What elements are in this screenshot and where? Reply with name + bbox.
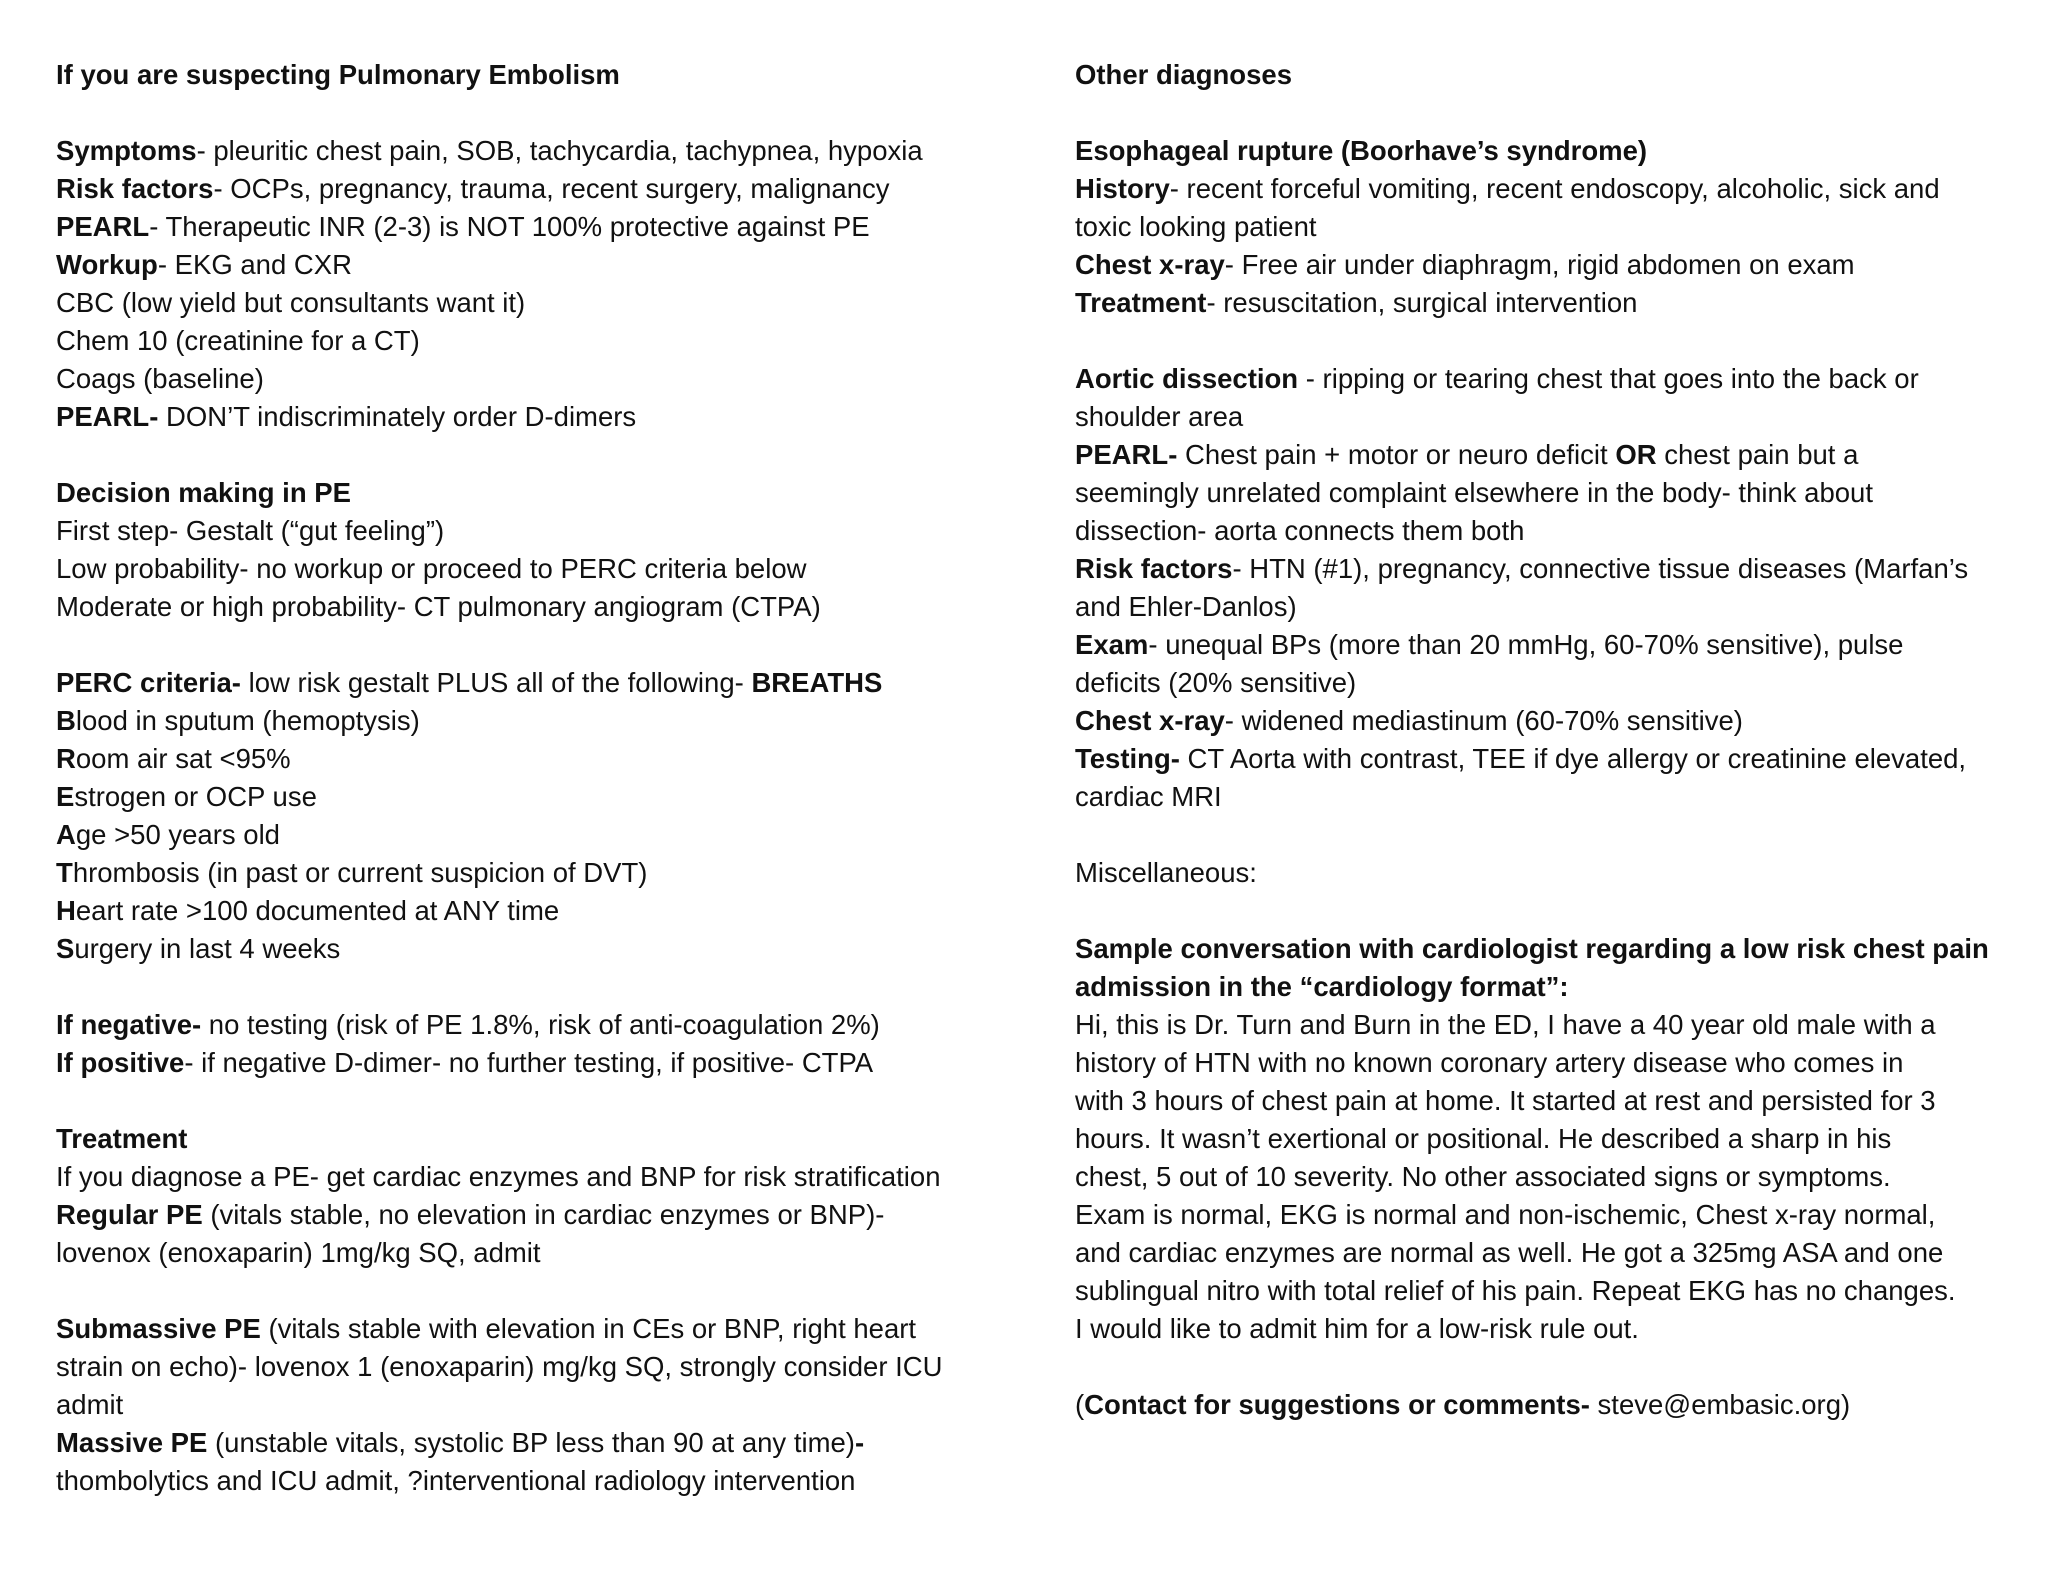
aortic-pearl-line-3: dissection- aorta connects them both (1075, 515, 1525, 546)
perc-item: Heart rate >100 documented at ANY time (56, 895, 560, 926)
aortic-risk-line-2: and Ehler-Danlos) (1075, 591, 1297, 622)
aortic-xray-line: Chest x-ray- widened mediastinum (60-70% sensitive) (1075, 705, 1743, 736)
sample-line: hours. It wasn’t exertional or positional. He described a sharp in his (1075, 1123, 1892, 1154)
treatment-title: Treatment (56, 1123, 188, 1154)
sample-title-line: Sample conversation with cardiologist regarding a low risk chest pain (1075, 933, 1989, 964)
pearl-ddimer-line: PEARL- DON’T indiscriminately order D-dimers (56, 401, 637, 432)
sample-line: Hi, this is Dr. Turn and Burn in the ED, I have a 40 year old male with a (1075, 1009, 1936, 1040)
workup-item: Coags (baseline) (56, 363, 264, 394)
perc-criteria-line: PERC criteria- low risk gestalt PLUS all of the following- BREATHS (56, 667, 883, 698)
sample-line: and cardiac enzymes are normal as well. He got a 325mg ASA and one (1075, 1237, 1944, 1268)
sample-line: with 3 hours of chest pain at home. It started at rest and persisted for 3 (1075, 1085, 1936, 1116)
aortic-exam-line: Exam- unequal BPs (more than 20 mmHg, 60-70% sensitive), pulse (1075, 629, 1904, 660)
regular-pe-line: Regular PE (vitals stable, no elevation in cardiac enzymes or BNP)- (56, 1199, 885, 1230)
contact-email: steve@embasic.org (1589, 1389, 1841, 1420)
sample-line: history of HTN with no known coronary artery disease who comes in (1075, 1047, 1904, 1078)
symptoms-line: Symptoms- pleuritic chest pain, SOB, tachycardia, tachypnea, hypoxia (56, 135, 923, 166)
aortic-testing-line-2: cardiac MRI (1075, 781, 1222, 812)
esophageal-title: Esophageal rupture (Boorhave’s syndrome) (1075, 135, 1648, 166)
other-diagnoses-title: Other diagnoses (1075, 59, 1292, 90)
esophageal-history-line: History- recent forceful vomiting, recent endoscopy, alcoholic, sick and (1075, 173, 1940, 204)
perc-item: Surgery in last 4 weeks (56, 933, 341, 964)
perc-item: Thrombosis (in past or current suspicion of DVT) (56, 857, 648, 888)
if-positive-line: If positive- if negative D-dimer- no further testing, if positive- CTPA (56, 1047, 874, 1078)
workup-item: Chem 10 (creatinine for a CT) (56, 325, 420, 356)
right-column (1075, 56, 2015, 1424)
sample-line: sublingual nitro with total relief of his pain. Repeat EKG has no changes. (1075, 1275, 1956, 1306)
submassive-pe-line-2: strain on echo)- lovenox 1 (enoxaparin) mg/kg SQ, strongly consider ICU (56, 1351, 943, 1382)
perc-item: Estrogen or OCP use (56, 781, 317, 812)
miscellaneous-heading: Miscellaneous: (1075, 857, 1257, 888)
contact-line: (Contact for suggestions or comments- steve@embasic.org) (1075, 1389, 1851, 1420)
pe-title: If you are suspecting Pulmonary Embolism (56, 59, 620, 90)
decision-item: Low probability- no workup or proceed to PERC criteria below (56, 553, 807, 584)
submassive-pe-line-3: admit (56, 1389, 124, 1420)
decision-item: First step- Gestalt (“gut feeling”) (56, 515, 445, 546)
perc-item: Age >50 years old (56, 819, 280, 850)
aortic-risk-line: Risk factors- HTN (#1), pregnancy, connective tissue diseases (Marfan’s (1075, 553, 1969, 584)
decision-item: Moderate or high probability- CT pulmonary angiogram (CTPA) (56, 591, 821, 622)
sample-line: Exam is normal, EKG is normal and non-ischemic, Chest x-ray normal, (1075, 1199, 1936, 1230)
sample-title-line-2: admission in the “cardiology format”: (1075, 971, 1569, 1002)
regular-pe-line-2: lovenox (enoxaparin) 1mg/kg SQ, admit (56, 1237, 541, 1268)
esophageal-treatment-line: Treatment- resuscitation, surgical intervention (1075, 287, 1638, 318)
perc-item: Room air sat <95% (56, 743, 291, 774)
risk-factors-line: Risk factors- OCPs, pregnancy, trauma, recent surgery, malignancy (56, 173, 890, 204)
pearl-inr-line: PEARL- Therapeutic INR (2-3) is NOT 100% protective against PE (56, 211, 870, 242)
treatment-line: If you diagnose a PE- get cardiac enzymes and BNP for risk stratification (56, 1161, 941, 1192)
massive-pe-line-2: thombolytics and ICU admit, ?interventional radiology intervention (56, 1465, 856, 1496)
workup-item: CBC (low yield but consultants want it) (56, 287, 526, 318)
decision-title: Decision making in PE (56, 477, 351, 508)
sample-line: I would like to admit him for a low-risk rule out. (1075, 1313, 1639, 1344)
submassive-pe-line: Submassive PE (vitals stable with elevation in CEs or BNP, right heart (56, 1313, 917, 1344)
esophageal-history-line-2: toxic looking patient (1075, 211, 1317, 242)
aortic-pearl-line: PEARL- Chest pain + motor or neuro deficit OR chest pain but a (1075, 439, 1859, 470)
workup-line: Workup- EKG and CXR (56, 249, 352, 280)
perc-item: Blood in sputum (hemoptysis) (56, 705, 420, 736)
massive-pe-line: Massive PE (unstable vitals, systolic BP less than 90 at any time)- (56, 1427, 865, 1458)
aortic-pearl-line-2: seemingly unrelated complaint elsewhere in the body- think about (1075, 477, 1873, 508)
aortic-title-line: Aortic dissection - ripping or tearing chest that goes into the back or (1075, 363, 1919, 394)
if-negative-line: If negative- no testing (risk of PE 1.8%, risk of anti-coagulation 2%) (56, 1009, 880, 1040)
left-column (56, 56, 996, 1500)
aortic-title-line-2: shoulder area (1075, 401, 1244, 432)
sample-line: chest, 5 out of 10 severity. No other associated signs or symptoms. (1075, 1161, 1891, 1192)
aortic-exam-line-2: deficits (20% sensitive) (1075, 667, 1357, 698)
aortic-testing-line: Testing- CT Aorta with contrast, TEE if dye allergy or creatinine elevated, (1075, 743, 1967, 774)
esophageal-xray-line: Chest x-ray- Free air under diaphragm, rigid abdomen on exam (1075, 249, 1855, 280)
